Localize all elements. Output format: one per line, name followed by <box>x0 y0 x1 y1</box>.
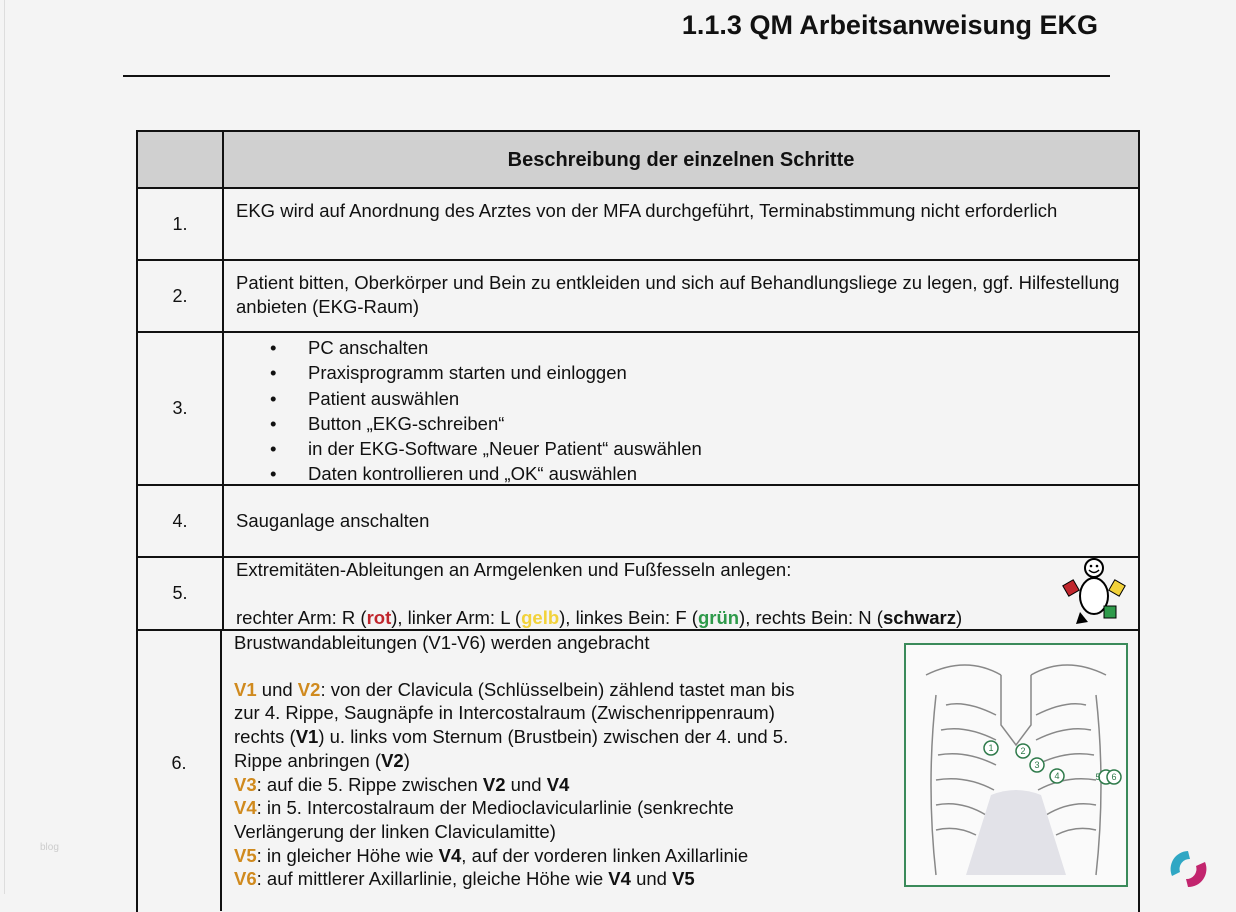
text: : in gleicher Höhe wie <box>256 844 439 866</box>
table-row <box>138 558 1138 631</box>
site-logo-icon <box>1166 848 1210 890</box>
color-green: grün <box>697 607 740 628</box>
bullet-item: • Patient auswählen <box>308 386 1126 411</box>
ribcage-image <box>906 645 1126 885</box>
bullet-item: • Daten kontrollieren und „OK“ auswählen <box>308 461 1126 486</box>
text: : auf mittlerer Axillarlinie, gleiche Höhe wie <box>256 868 609 890</box>
text: ) <box>403 749 410 771</box>
text: V2 <box>381 749 404 771</box>
electrode-label: 4 <box>1054 771 1060 781</box>
step-number: 2. <box>138 261 224 331</box>
step-text: EKG wird auf Anordnung des Arztes von der MFA durchgeführt, Terminabstimmung nicht erforderlich <box>236 200 1058 221</box>
electrode-figure-icon <box>1060 558 1128 630</box>
lead-v1: V1 <box>234 678 257 700</box>
step-number: 5. <box>138 558 224 629</box>
table-header <box>138 132 1138 189</box>
watermark: blog <box>40 842 59 853</box>
text: : auf die 5. Rippe zwischen <box>256 773 483 795</box>
text: V4 <box>608 868 631 890</box>
table-row <box>138 486 1138 558</box>
limb-leads-colors <box>236 606 1126 630</box>
electrode-label: 5 <box>1095 772 1101 782</box>
lead-v5: V5 <box>234 844 257 866</box>
bullet-item: • PC anschalten <box>308 335 1126 360</box>
text: : in 5. Intercostalraum der Medioclavicularlinie (senkrechte Verlängerung der linken Claviculamitte) <box>234 797 734 842</box>
header-title: Beschreibung der einzelnen Schritte <box>507 148 855 171</box>
text: V4 <box>438 844 462 866</box>
chest-leads-intro: Brustwandableitungen (V1-V6) werden angebracht <box>234 632 650 653</box>
lead-v4: V4 <box>234 797 257 819</box>
steps-table <box>136 130 1140 912</box>
text: ) u. links vom Sternum (Brustbein) zwischen der 4. und 5. Rippe anbringen ( <box>234 726 789 771</box>
color-yellow: gelb <box>521 607 560 628</box>
electrode-label: 3 <box>1034 760 1040 770</box>
title-rule <box>123 75 1110 77</box>
electrode-label: 6 <box>1111 772 1117 782</box>
step-number: 6. <box>138 631 222 911</box>
electrode-label: 1 <box>988 743 994 753</box>
text: ) <box>956 607 963 628</box>
page-edge <box>4 0 5 894</box>
text: und <box>630 868 673 890</box>
text: ), linkes Bein: F ( <box>559 607 698 628</box>
step-number: 4. <box>138 486 224 556</box>
bullet-item: • Praxisprogramm starten und einloggen <box>308 360 1126 385</box>
lead-v2: V2 <box>297 678 321 700</box>
step-text: Sauganlage anschalten <box>236 510 430 531</box>
ribcage-electrode-diagram <box>904 643 1128 887</box>
step-text <box>222 631 1138 911</box>
step-number: 3. <box>138 333 224 484</box>
step-number: 1. <box>138 189 224 259</box>
text: V2 <box>482 773 506 795</box>
table-row <box>138 189 1138 261</box>
text: und <box>505 773 547 795</box>
header-num-cell <box>138 132 224 187</box>
table-row <box>138 333 1138 486</box>
lead-v3: V3 <box>234 773 257 795</box>
text: rechter Arm: R ( <box>236 607 367 628</box>
lead-v6: V6 <box>234 868 257 890</box>
electrode-label: 2 <box>1020 746 1026 756</box>
bullet-item: • Button „EKG-schreiben“ <box>308 411 1126 436</box>
chest-leads-text <box>234 678 814 891</box>
color-black: schwarz <box>882 607 956 628</box>
text: : von der Clavicula (Schlüsselbein) zählend tastet man bis zur 4. Rippe, Saugnäpfe in Intercostalraum (Zwischenrippenraum) rechts ( <box>234 678 795 748</box>
text: V4 <box>546 773 570 795</box>
text: V1 <box>295 726 319 748</box>
text: , auf der vorderen linken Axillarlinie <box>461 844 749 866</box>
text: und <box>256 678 298 700</box>
step-text: Patient bitten, Oberkörper und Bein zu entkleiden und sich auf Behandlungsliege zu legen, ggf. Hilfestellung anbieten (EKG-Raum) <box>236 272 1120 317</box>
text: V5 <box>672 868 695 890</box>
table-row <box>138 631 1138 911</box>
text: ), linker Arm: L ( <box>391 607 522 628</box>
bullet-item: • in der EKG-Software „Neuer Patient“ auswählen <box>308 436 1126 461</box>
color-red: rot <box>366 607 392 628</box>
document-title: 1.1.3 QM Arbeitsanweisung EKG <box>681 10 1098 40</box>
step-bullets <box>224 333 1138 484</box>
limb-leads-intro: Extremitäten-Ableitungen an Armgelenken und Fußfesseln anlegen: <box>236 559 792 580</box>
step-text <box>224 558 1138 629</box>
table-row <box>138 261 1138 333</box>
text: ), rechts Bein: N ( <box>739 607 883 628</box>
